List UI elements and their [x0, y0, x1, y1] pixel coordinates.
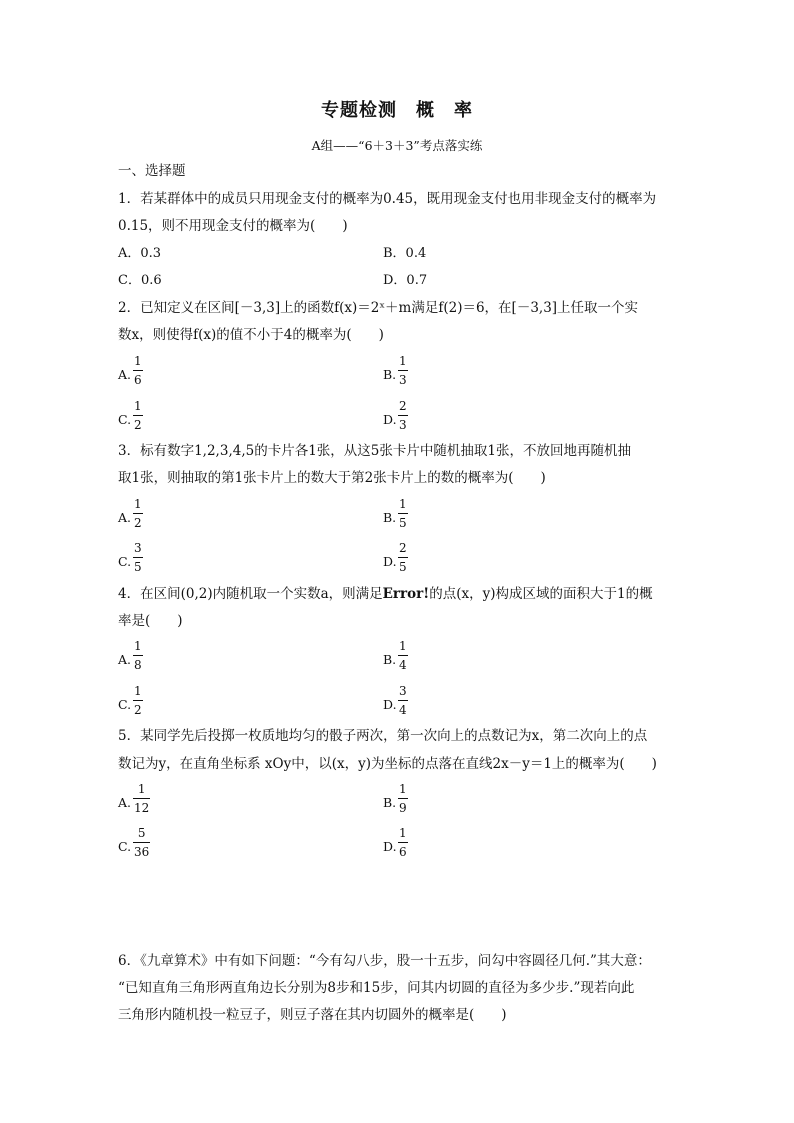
- question-6-line-3: 三角形内随机投一粒豆子，则豆子落在其内切圆外的概率是( ): [118, 1007, 507, 1023]
- denominator: 3: [399, 373, 407, 387]
- option-letter: C.: [118, 839, 132, 854]
- question-1-option-c: C．0.6: [118, 273, 162, 288]
- question-3-line-2: 取1张，则抽取的第1张卡片上的数大于第2张卡片上的数的概率为( ): [118, 470, 546, 486]
- question-4-text-start: 4．在区间(0,2)内随机取一个实数a，则满足: [118, 586, 383, 602]
- question-1-option-b: B．0.4: [383, 246, 427, 261]
- option-letter: B.: [383, 510, 397, 525]
- denominator: 12: [134, 801, 150, 815]
- numerator: 3: [134, 541, 142, 555]
- numerator: 2: [399, 541, 407, 555]
- question-5-line-2: 数记为y，在直角坐标系 xOy中，以(x，y)为坐标的点落在直线2x－y＝1上的概率为( ): [118, 756, 657, 772]
- fraction-bar: [133, 415, 143, 416]
- fraction: [133, 683, 143, 718]
- option-letter: C.: [118, 697, 132, 712]
- fraction: [133, 540, 143, 575]
- question-4-line-1: [118, 585, 653, 603]
- question-5-line-1: 5．某同学先后投掷一枚质地均匀的骰子两次，第一次向上的点数记为x，第二次向上的点: [118, 728, 648, 744]
- denominator: 4: [399, 703, 407, 717]
- fraction-bar: [398, 370, 408, 371]
- fraction-bar: [398, 415, 408, 416]
- question-6-line-2: “已知直角三角形两直角边长分别为8步和15步，问其内切圆的直径为多少步.”现若向此: [118, 980, 635, 996]
- question-1-option-d: D．0.7: [383, 273, 428, 288]
- question-6-line-1: 6．《九章算术》中有如下问题：“今有勾八步，股一十五步，问勾中容圆径几何.”其大意：: [118, 953, 651, 969]
- numerator: 2: [399, 399, 407, 413]
- page-subtitle: A组——“6＋3＋3”考点落实练: [311, 138, 483, 153]
- question-1-option-a: A．0.3: [118, 246, 162, 261]
- denominator: 5: [399, 560, 407, 574]
- numerator: 1: [399, 354, 407, 368]
- numerator: 1: [399, 639, 407, 653]
- question-3-line-1: 3．标有数字1,2,3,4,5的卡片各1张，从这5张卡片中随机抽取1张，不放回地再随机抽: [118, 443, 631, 459]
- numerator: 1: [134, 639, 142, 653]
- fraction: [133, 398, 143, 433]
- question-2-line-1: 2．已知定义在区间[－3,3]上的函数f(x)＝2ˣ＋m满足f(2)＝6，在[－3,3]上任取一个实: [118, 300, 639, 316]
- numerator: 1: [134, 354, 142, 368]
- numerator: 1: [399, 826, 407, 840]
- fraction-bar: [133, 513, 143, 514]
- fraction: [398, 353, 408, 388]
- section-heading: 一、选择题: [118, 163, 186, 179]
- fraction: [398, 540, 408, 575]
- denominator: 3: [399, 418, 407, 432]
- fraction: [398, 781, 408, 816]
- question-1-line-2: 0.15，则不用现金支付的概率为( ): [118, 218, 348, 234]
- fraction-bar: [398, 655, 408, 656]
- option-letter: A.: [118, 652, 132, 667]
- fraction-bar: [398, 557, 408, 558]
- question-1-line-1: 1．若某群体中的成员只用现金支付的概率为0.45，既用现金支付也用非现金支付的概率为: [118, 191, 657, 207]
- numerator: 1: [137, 782, 146, 796]
- option-letter: B.: [383, 795, 397, 810]
- fraction-bar: [133, 655, 143, 656]
- numerator: 1: [134, 399, 142, 413]
- option-letter: C.: [118, 554, 132, 569]
- option-letter: A.: [118, 795, 132, 810]
- denominator: 6: [399, 845, 407, 859]
- fraction-bar: [133, 557, 143, 558]
- denominator: 2: [134, 516, 142, 530]
- numerator: 1: [399, 782, 407, 796]
- fraction: [398, 638, 408, 673]
- option-letter: B.: [383, 652, 397, 667]
- fraction: [398, 496, 408, 531]
- question-2-line-2: 数x，则使得f(x)的值不小于4的概率为( ): [118, 327, 384, 343]
- denominator: 8: [134, 658, 142, 672]
- page-title: 专题检测 概 率: [321, 100, 473, 121]
- fraction-bar: [398, 842, 408, 843]
- fraction-bar: [133, 798, 150, 799]
- option-letter: B.: [383, 367, 397, 382]
- error-field-code: Error!: [382, 586, 430, 602]
- fraction: [133, 781, 150, 816]
- denominator: 36: [134, 845, 150, 859]
- numerator: 1: [134, 497, 142, 511]
- denominator: 9: [399, 801, 407, 815]
- fraction-bar: [133, 370, 143, 371]
- question-4-line-2: 率是( ): [118, 613, 183, 629]
- option-letter: D.: [383, 697, 397, 712]
- numerator: 3: [399, 684, 407, 698]
- option-letter: D.: [383, 412, 397, 427]
- fraction: [133, 353, 143, 388]
- option-letter: D.: [383, 839, 397, 854]
- fraction-bar: [133, 842, 150, 843]
- fraction-bar: [398, 798, 408, 799]
- fraction: [398, 683, 408, 718]
- fraction: [133, 638, 143, 673]
- numerator: 5: [137, 826, 146, 840]
- numerator: 1: [134, 684, 142, 698]
- option-letter: D.: [383, 554, 397, 569]
- question-4-text-end: 的点(x，y)构成区域的面积大于1的概: [429, 586, 653, 602]
- denominator: 2: [134, 703, 142, 717]
- option-letter: C.: [118, 412, 132, 427]
- fraction: [133, 825, 150, 860]
- fraction-bar: [398, 513, 408, 514]
- fraction-bar: [398, 700, 408, 701]
- fraction-bar: [133, 700, 143, 701]
- denominator: 2: [134, 418, 142, 432]
- denominator: 4: [399, 658, 407, 672]
- fraction: [133, 496, 143, 531]
- fraction: [398, 825, 408, 860]
- option-letter: A.: [118, 367, 132, 382]
- numerator: 1: [399, 497, 407, 511]
- fraction: [398, 398, 408, 433]
- denominator: 5: [399, 516, 407, 530]
- denominator: 5: [134, 560, 142, 574]
- option-letter: A.: [118, 510, 132, 525]
- denominator: 6: [134, 373, 142, 387]
